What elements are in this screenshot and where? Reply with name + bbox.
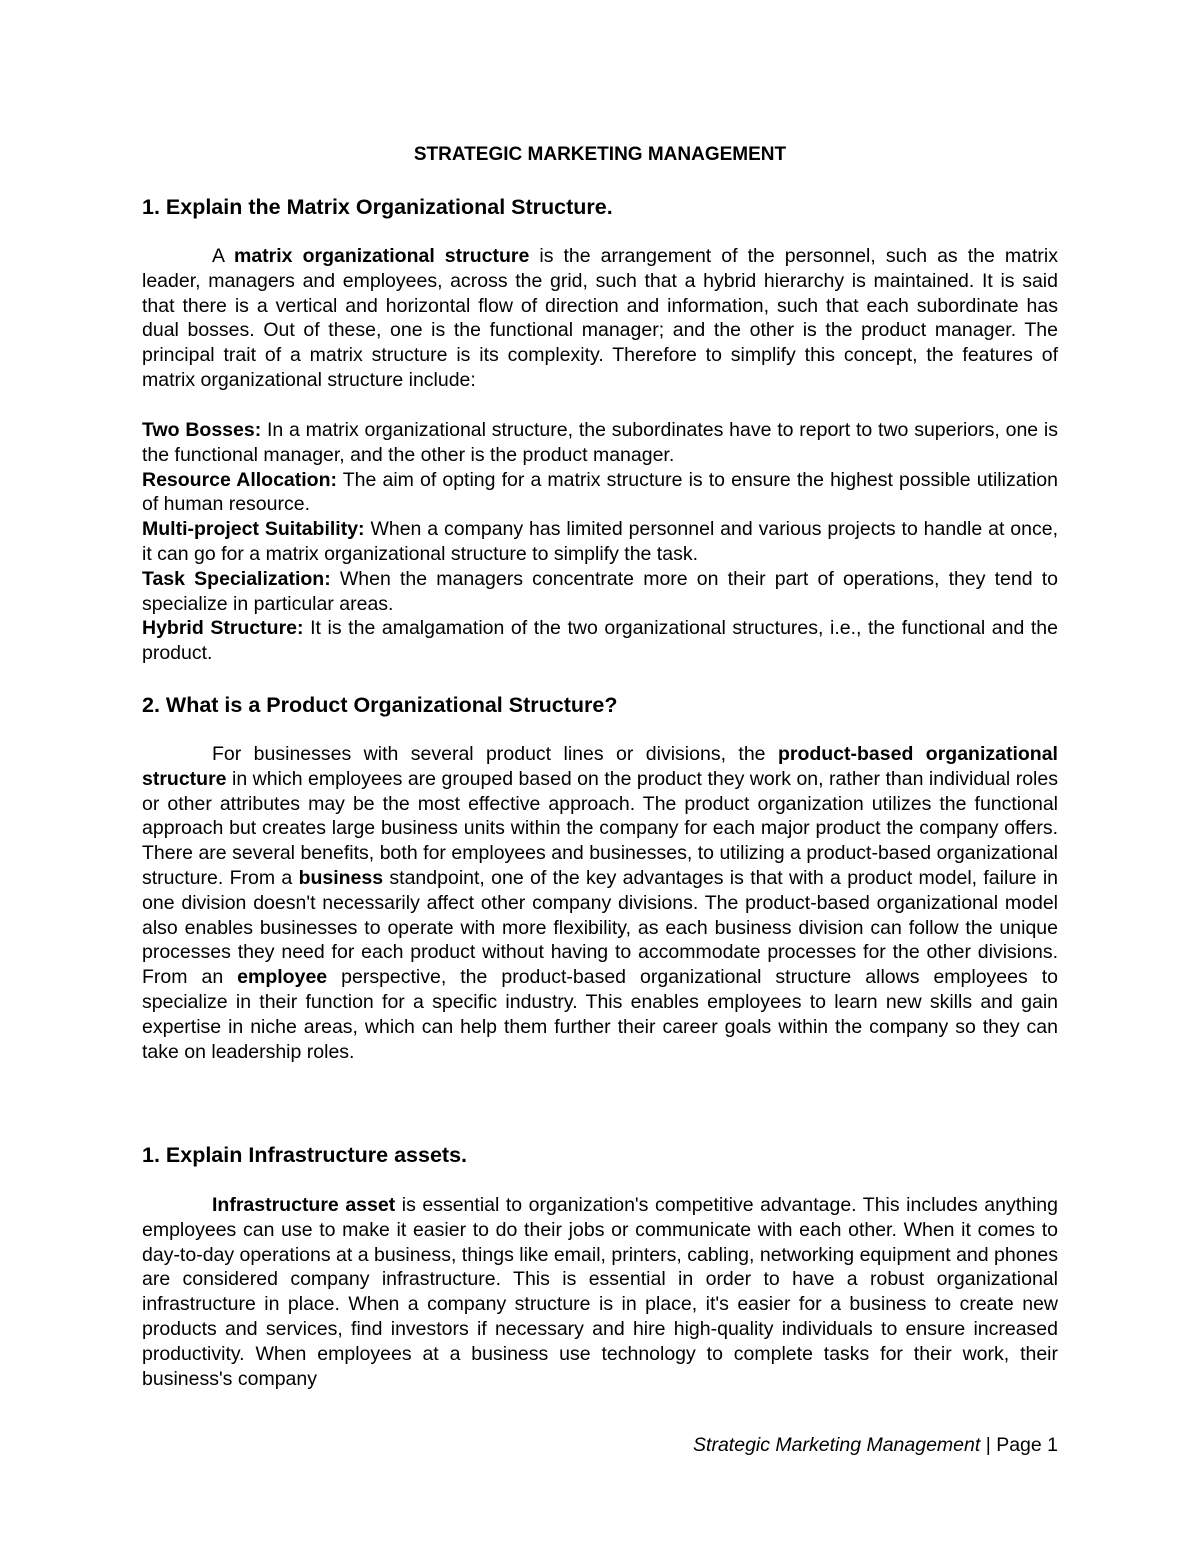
matrix-intro-post: is the arrangement of the personnel, such as the matrix leader, managers and employees, across the grid, such that a hybrid hierarchy is maintained. It is said that there is a vertical and horizontal flow of direction and information, such that each subordinate has dual bosses. Out of these, one is the functional manager; and the other is the product manager. The principal trait of a matrix structure is its complexity. Therefore to simplify this concept, the features of matrix organizational structure include: bbox=[142, 245, 1058, 391]
feature-text: It is the amalgamation of the two organizational structures, i.e., the functional and the product. bbox=[142, 617, 1058, 665]
business-term: business bbox=[298, 866, 384, 889]
infrastructure-paragraph bbox=[142, 1193, 1058, 1391]
feature-term: Multi-project Suitability: bbox=[142, 518, 365, 541]
feature-text: When a company has limited personnel and various projects to handle at once, it can go for a matrix organizational structure to simplify the task. bbox=[142, 518, 1058, 565]
footer-page-number: Page 1 bbox=[996, 1434, 1058, 1456]
feature-hybrid-structure bbox=[142, 616, 1058, 666]
document-page bbox=[142, 0, 1058, 1553]
feature-text: In a matrix organizational structure, the subordinates have to report to two superiors, one is the functional manager, and the other is the product manager. bbox=[142, 419, 1058, 466]
section-heading-infrastructure: 1. Explain Infrastructure assets. bbox=[142, 1143, 468, 1167]
employee-term: employee bbox=[237, 966, 328, 989]
feature-resource-allocation bbox=[142, 468, 1058, 518]
feature-two-bosses bbox=[142, 418, 1058, 468]
document-title: STRATEGIC MARKETING MANAGEMENT bbox=[413, 144, 787, 165]
feature-term: Hybrid Structure: bbox=[142, 617, 304, 640]
feature-term: Resource Allocation: bbox=[142, 468, 338, 491]
feature-text: The aim of opting for a matrix structure is to ensure the highest possible utilization of human resource. bbox=[142, 468, 1058, 516]
matrix-intro-term: matrix organizational structure bbox=[233, 245, 530, 267]
matrix-intro-pre: A bbox=[212, 245, 234, 267]
matrix-features-list bbox=[142, 418, 1058, 666]
product-paragraph bbox=[142, 742, 1058, 1064]
matrix-intro-paragraph bbox=[142, 244, 1058, 393]
product-term: product-based organizational structure bbox=[142, 743, 1058, 790]
section-heading-product: 2. What is a Product Organizational Structure? bbox=[142, 693, 618, 717]
infrastructure-term: Infrastructure asset bbox=[212, 1194, 396, 1216]
feature-term: Two Bosses: bbox=[142, 419, 262, 441]
feature-text: When the managers concentrate more on their part of operations, they tend to specialize in particular areas. bbox=[142, 567, 1058, 615]
footer-document-name: Strategic Marketing Management bbox=[693, 1434, 981, 1456]
feature-task-specialization bbox=[142, 567, 1058, 617]
product-text-2: in which employees are grouped based on the product they work on, rather than individual roles or other attributes may be the most effective approach. The product organization utilizes the functional approach but creates large business units within the company for each major product the company offers. There are several benefits, both for employees and businesses, to utilizing a product-based organizational structure. From a bbox=[142, 767, 1058, 889]
product-text-3: standpoint, one of the key advantages is that with a product model, failure in one division doesn't necessarily affect other company divisions. The product-based organizational model also enables businesses to operate with more flexibility, as each business division can follow the unique processes they need for each product without having to accommodate processes for the other divisions. From an bbox=[142, 866, 1058, 989]
feature-multi-project-suitability bbox=[142, 517, 1058, 567]
feature-term: Task Specialization: bbox=[142, 567, 331, 590]
product-text-4: perspective, the product-based organizational structure allows employees to specialize in their function for a specific industry. This enables employees to learn new skills and gain expertise in niche areas, which can help them further their career goals within the company so they can take on leadership roles. bbox=[142, 966, 1058, 1063]
footer-separator: | bbox=[980, 1434, 997, 1456]
product-text-1: For businesses with several product lines or divisions, the bbox=[212, 743, 778, 765]
infrastructure-text: is essential to organization's competitive advantage. This includes anything employees can use to make it easier to do their jobs or communicate with each other. When it comes to day-to-day operations at a business, things like email, printers, cabling, networking equipment and phones are considered company infrastructure. This is essential in order to have a robust organizational infrastructure in place. When a company structure is in place, it's easier for a business to create new products and services, find investors if necessary and hire high-quality individuals to ensure increased productivity. When employees at a business use technology to complete tasks for their work, their business's company bbox=[142, 1194, 1058, 1390]
page-footer bbox=[693, 1432, 1058, 1458]
section-heading-matrix: 1. Explain the Matrix Organizational Structure. bbox=[142, 195, 613, 219]
